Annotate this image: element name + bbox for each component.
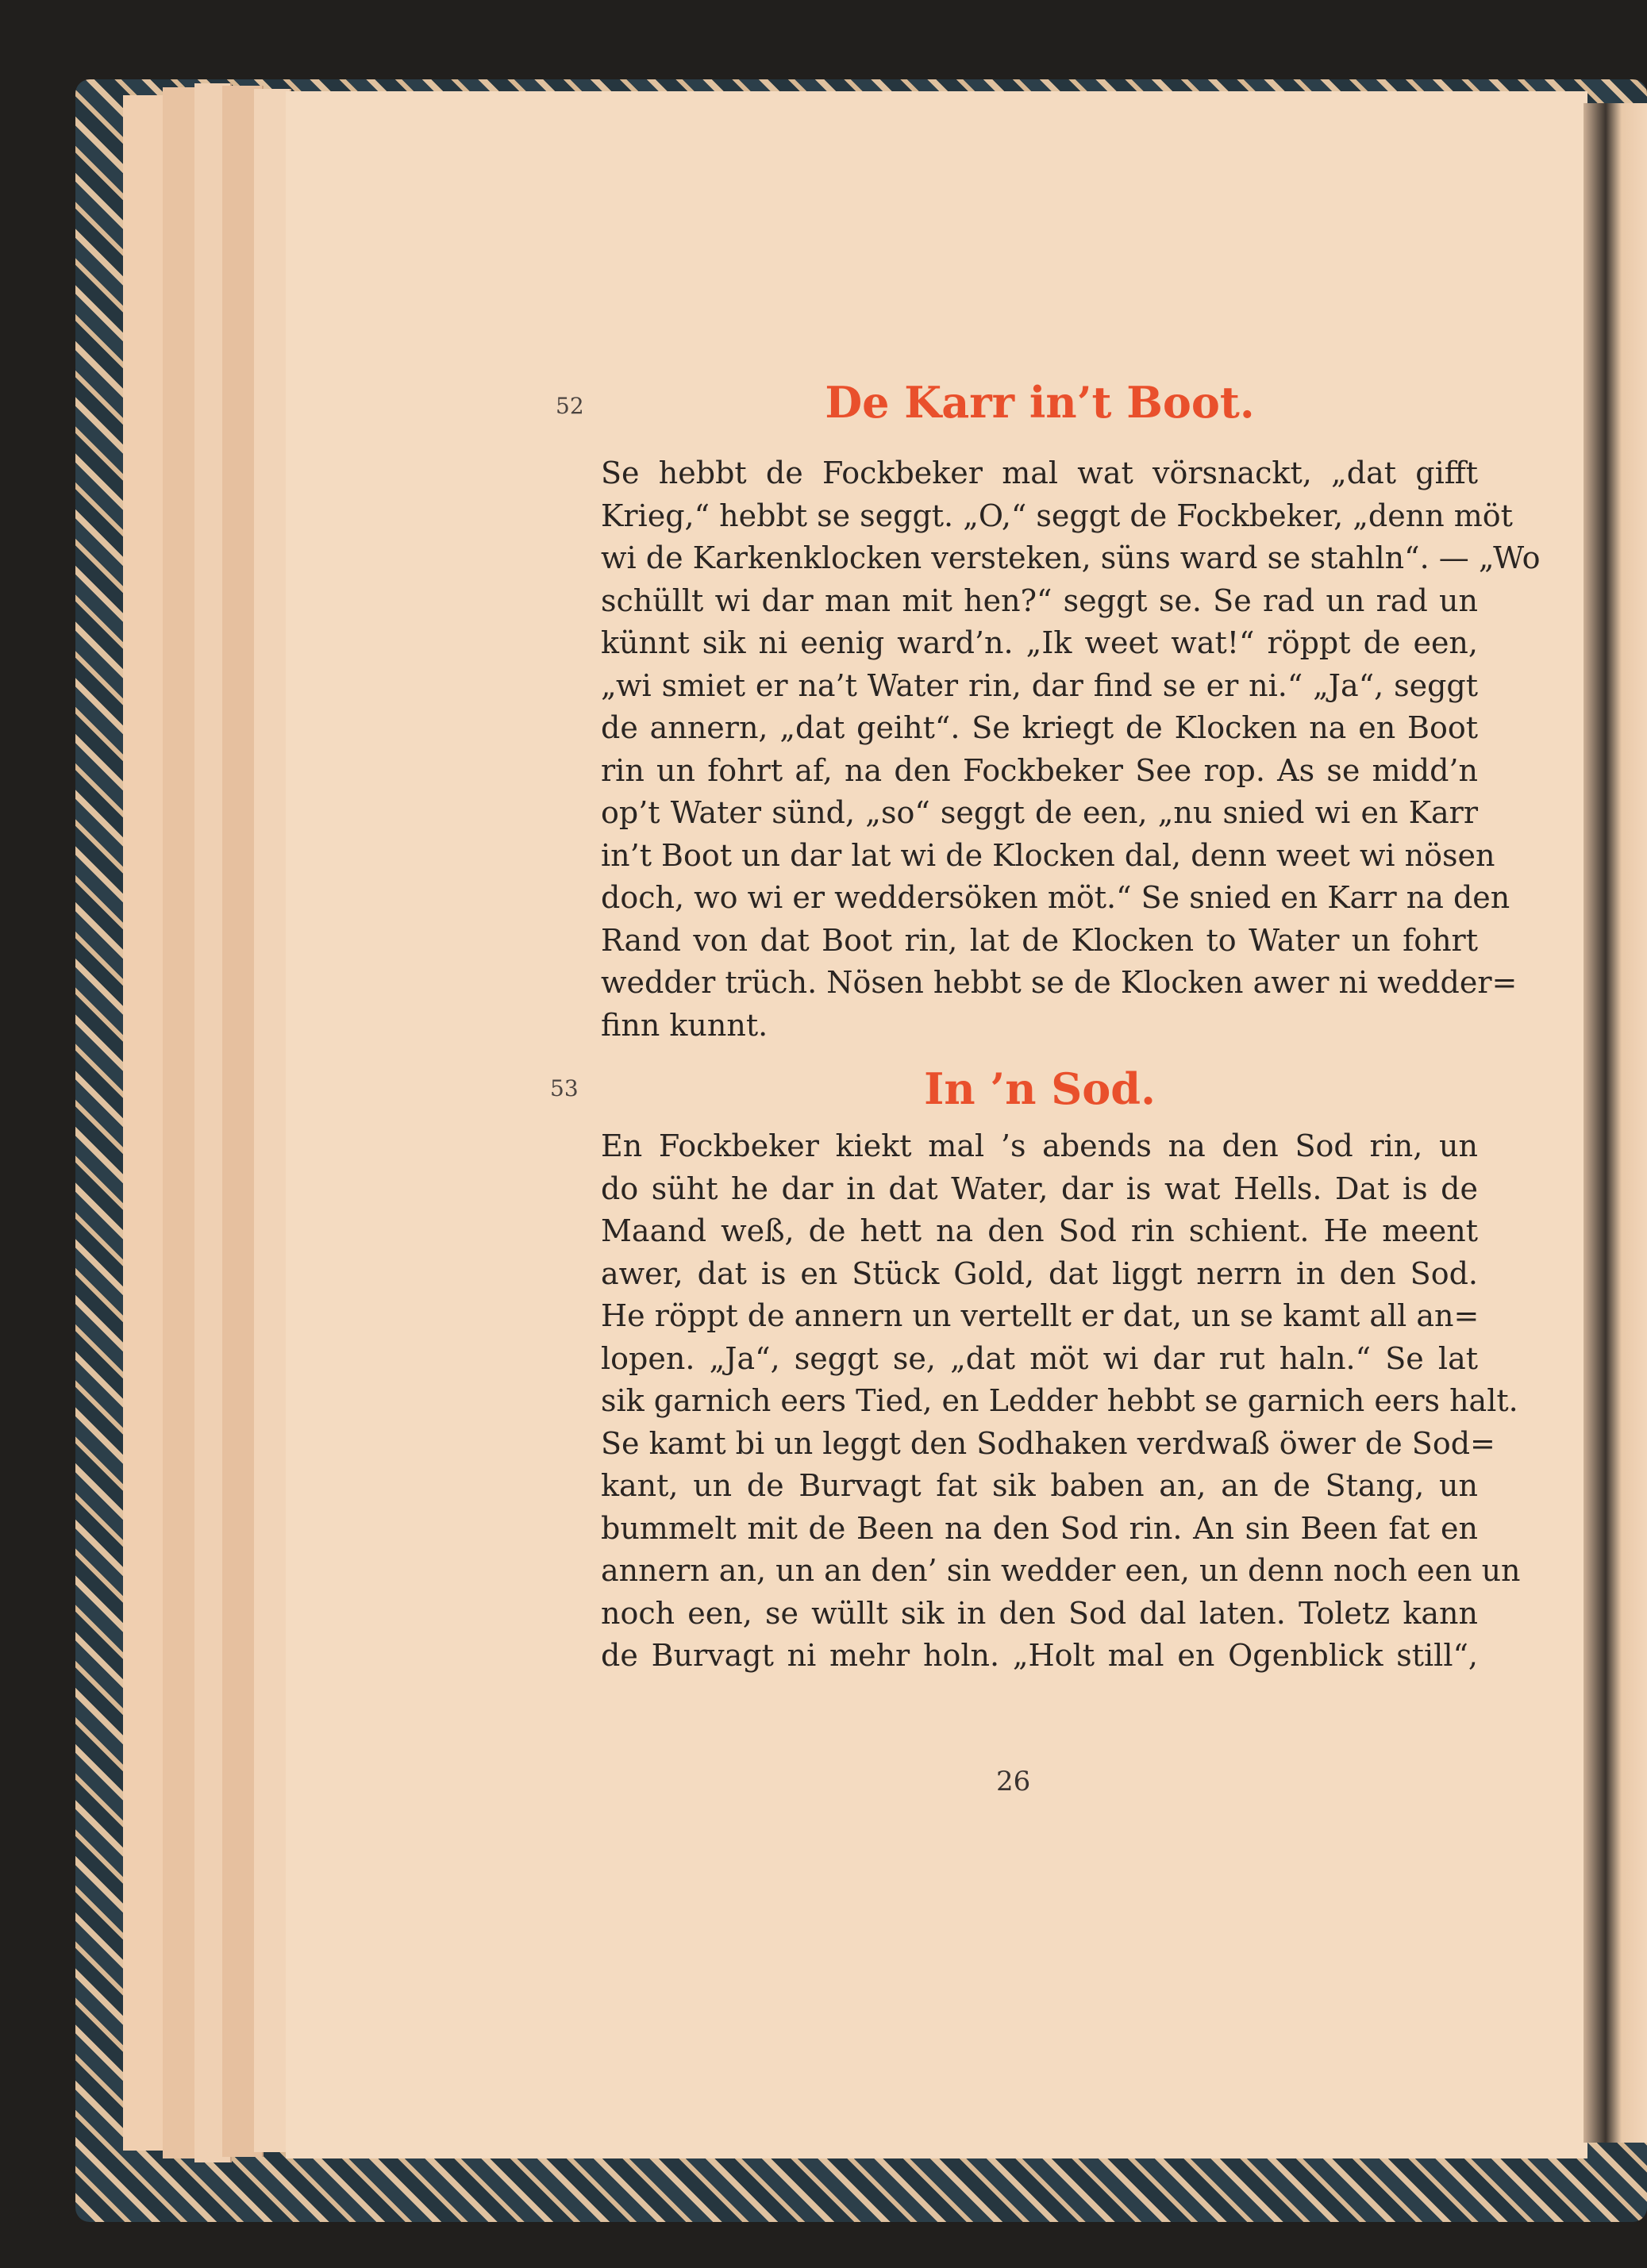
text-line: finn kunnt. — [601, 1007, 768, 1043]
text-line: in’t Boot un dar lat wi de Klocken dal, denn weet wi nösen — [601, 837, 1495, 873]
text-line: „wi smiet er na’t Water rin, dar find se er ni.“ „Ja“, seggt — [601, 667, 1478, 703]
text-line: En Fockbeker kiekt mal ’s abends na den Sod rin, un — [601, 1128, 1478, 1163]
text-line: sik garnich eers Tied, en Ledder hebbt se garnich eers halt. — [601, 1383, 1518, 1418]
text-line: He röppt de annern un vertellt er dat, un se kamt all an= — [601, 1298, 1480, 1333]
story-title: In ’n Sod. — [924, 1063, 1156, 1114]
story-title: De Karr in’t Boot. — [825, 377, 1255, 428]
text-line: op’t Water sünd, „so“ seggt de een, „nu snied wi en Karr — [601, 795, 1478, 830]
text-line: de annern, „dat geiht“. Se kriegt de Klocken na en Boot — [601, 710, 1478, 745]
text-line: noch een, se wüllt sik in den Sod dal laten. Toletz kann — [601, 1595, 1478, 1631]
text-line: kant, un de Burvagt fat sik baben an, an de Stang, un — [601, 1468, 1478, 1503]
text-line: wi de Karkenklocken versteken, süns ward se stahln“. — „Wo — [601, 540, 1541, 575]
story-number: 53 — [550, 1075, 579, 1101]
text-line: awer, dat is en Stück Gold, dat liggt nerrn in den Sod. — [601, 1255, 1478, 1291]
book-gutter — [1584, 103, 1647, 2143]
text-line: Se hebbt de Fockbeker mal wat vörsnackt, „dat gifft — [601, 456, 1478, 490]
text-line: doch, wo wi er weddersöken möt.“ Se snied en Karr na den — [601, 880, 1510, 915]
text-line: Maand weß, de hett na den Sod rin schient. He meent — [601, 1213, 1478, 1248]
text-line: bummelt mit de Been na den Sod rin. An sin Been fat en — [601, 1510, 1478, 1546]
text-line: Se kamt bi un leggt den Sodhaken verdwaß öwer de Sod= — [601, 1425, 1495, 1461]
story-number: 52 — [556, 393, 584, 419]
text-line: do süht he dar in dat Water, dar is wat Hells. Dat is de — [601, 1171, 1478, 1206]
text-line: künnt sik ni eenig ward’n. „Ik weet wat!“ röppt de een, — [601, 625, 1478, 660]
text-line: Krieg,“ hebbt se seggt. „O,“ seggt de Fockbeker, „denn möt — [601, 498, 1513, 533]
story-paragraph — [601, 452, 1541, 1047]
story-paragraph — [601, 1125, 1521, 1678]
text-line: Rand von dat Boot rin, lat de Klocken to Water un fohrt — [601, 922, 1478, 958]
text-line: wedder trüch. Nösen hebbt se de Klocken awer ni wedder= — [601, 965, 1518, 1000]
text-line: annern an, un an den’ sin wedder een, un denn noch een un — [601, 1553, 1521, 1588]
text-line: de Burvagt ni mehr holn. „Holt mal en Ogenblick still“, — [601, 1638, 1478, 1673]
text-line: lopen. „Ja“, seggt se, „dat möt wi dar rut haln.“ Se lat — [601, 1340, 1478, 1376]
text-line: schüllt wi dar man mit hen?“ seggt se. Se rad un rad un — [601, 582, 1478, 618]
page-number: 26 — [996, 1766, 1031, 1797]
text-line: rin un fohrt af, na den Fockbeker See rop. As se midd’n — [601, 752, 1478, 788]
